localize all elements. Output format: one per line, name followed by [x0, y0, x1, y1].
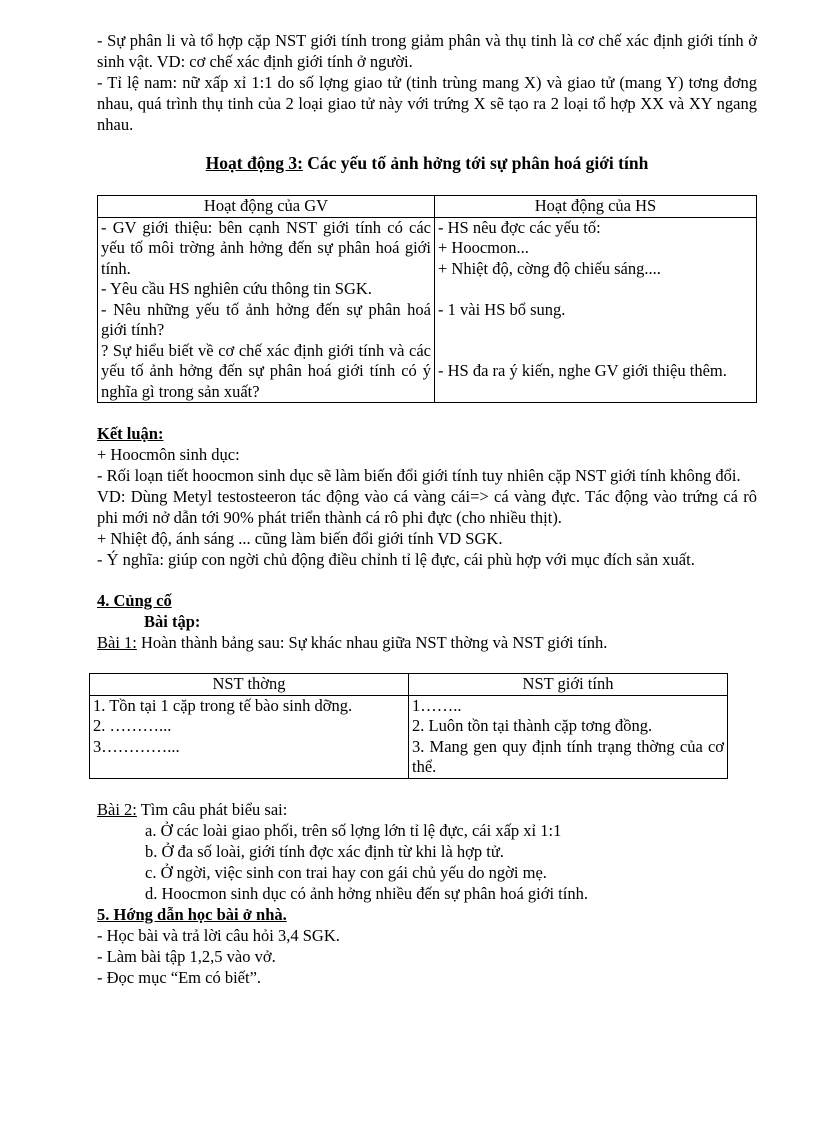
bai1-paragraph — [97, 632, 757, 653]
bai2-option-c: c. Ở ngời, việc sinh con trai hay con gái chủ yếu do ngời mẹ. — [145, 862, 547, 882]
bai2-paragraph — [97, 799, 757, 820]
section4-heading: 4. Củng cố — [97, 591, 172, 610]
hs-item-2: + Hoocmon... — [438, 238, 529, 257]
homework-line-2: - Làm bài tập 1,2,5 vào vở. — [97, 946, 276, 966]
activity3-title: Các yếu tố ảnh hởng tới sự phân hoá giới tính — [302, 153, 649, 173]
document-page — [93, 30, 757, 988]
nst-gioi-tinh-item-1: 1…….. — [412, 695, 462, 715]
hs-item-5: - HS đa ra ý kiến, nghe GV giới thiệu thêm. — [438, 361, 727, 380]
conclusion-line-5: - Ý nghĩa: giúp con ngời chủ động điều chỉnh tỉ lệ đực, cái phù hợp với mục đích sản xuất. — [97, 550, 695, 569]
activity3-heading — [97, 153, 757, 174]
exercise-subheading: Bài tập: — [144, 612, 201, 631]
conclusion-line-3: VD: Dùng Metyl testosteeron tác động vào cá vàng cái=> cá vàng đực. Tác động vào trứng cá rô phi mới nở dẫn tới 90% phát triển thành cá rô phi đực (cho nhiều thịt). — [97, 487, 757, 527]
nst-gioi-tinh-header: NST giới tính — [409, 674, 728, 696]
hs-activities-cell — [435, 217, 757, 403]
homework-line-1: - Học bài và trả lời câu hỏi 3,4 SGK. — [97, 925, 340, 945]
bai2-option-d: d. Hoocmon sinh dục có ảnh hởng nhiều đến sự phân hoá giới tính. — [145, 883, 588, 903]
hs-item-4: - 1 vài HS bổ sung. — [438, 299, 566, 319]
gv-item-3: - Nêu những yếu tố ảnh hởng đến sự phân hoá giới tính? — [101, 299, 431, 339]
nst-thuong-item-2: 2. ………... — [93, 716, 172, 735]
nst-thuong-cell — [90, 695, 409, 778]
section5-heading: 5. Hớng dẫn học bài ở nhà. — [97, 904, 287, 924]
nst-gioi-tinh-cell — [409, 695, 728, 778]
conclusion-heading: Kết luận: — [97, 424, 164, 443]
nst-thuong-item-3: 3…………... — [93, 736, 180, 756]
gv-item-4: ? Sự hiểu biết về cơ chế xác định giới tính và các yếu tố ảnh hởng đến sự phân hoá giới tính có ý nghĩa gì trong sản xuất? — [101, 340, 431, 401]
bai1-label: Bài 1: — [97, 633, 137, 652]
nst-gioi-tinh-item-2: 2. Luôn tồn tại thành cặp tơng đồng. — [412, 716, 653, 735]
bai1-text: Hoàn thành bảng sau: Sự khác nhau giữa NST thờng và NST giới tính. — [136, 633, 608, 652]
intro-paragraph-1: - Sự phân li và tổ hợp cặp NST giới tính trong giảm phân và thụ tinh là cơ chế xác định giới tính ở sinh vật. VD: cơ chế xác định giới tính ở người. — [97, 31, 757, 71]
nst-thuong-item-1: 1. Tồn tại 1 cặp trong tế bào sinh dỡng. — [93, 695, 353, 715]
gv-column-header: Hoạt động của GV — [98, 196, 435, 218]
bai2-label: Bài 2: — [97, 799, 137, 819]
gv-item-2: - Yêu cầu HS nghiên cứu thông tin SGK. — [101, 279, 372, 298]
hs-item-3: + Nhiệt độ, cờng độ chiếu sáng.... — [438, 258, 661, 278]
conclusion-line-2: - Rối loạn tiết hoocmon sinh dục sẽ làm biến đổi giới tính tuy nhiên cặp NST giới tính không đổi. — [97, 466, 741, 485]
intro-paragraph-2: - Tỉ lệ nam: nữ xấp xỉ 1:1 do số lợng giao tử (tinh trùng mang X) và giao tử (mang Y) tơng đơng nhau, quá trình thụ tinh của 2 loại giao tử này với trứng X sẽ tạo ra 2 loại tổ hợp XX và XY ngang nhau. — [97, 73, 757, 134]
conclusion-line-1: + Hoocmôn sinh dục: — [97, 445, 240, 464]
nst-thuong-header: NST thờng — [90, 674, 409, 696]
gv-item-1: - GV giới thiệu: bên cạnh NST giới tính có các yếu tố môi trờng ảnh hởng đến sự phân hoá giới tính. — [101, 217, 431, 278]
gv-activities-cell — [98, 217, 435, 403]
activity3-label: Hoạt động 3: — [205, 153, 303, 173]
bai2-text: Tìm câu phát biểu sai: — [136, 799, 288, 819]
conclusion-line-4: + Nhiệt độ, ánh sáng ... cũng làm biến đổi giới tính VD SGK. — [97, 529, 503, 548]
hs-item-1: - HS nêu đợc các yếu tố: — [438, 217, 601, 237]
nst-comparison-table — [89, 673, 728, 779]
nst-gioi-tinh-item-3: 3. Mang gen quy định tính trạng thờng của cơ thể. — [412, 736, 724, 776]
activity-table — [97, 195, 757, 403]
homework-line-3: - Đọc mục “Em có biết”. — [97, 967, 262, 987]
hs-column-header: Hoạt động của HS — [435, 196, 757, 218]
bai2-option-a: a. Ở các loài giao phối, trên số lợng lớn tỉ lệ đực, cái xấp xỉ 1:1 — [145, 820, 562, 840]
bai2-option-b: b. Ở đa số loài, giới tính đợc xác định từ khi là hợp tử. — [145, 841, 504, 861]
